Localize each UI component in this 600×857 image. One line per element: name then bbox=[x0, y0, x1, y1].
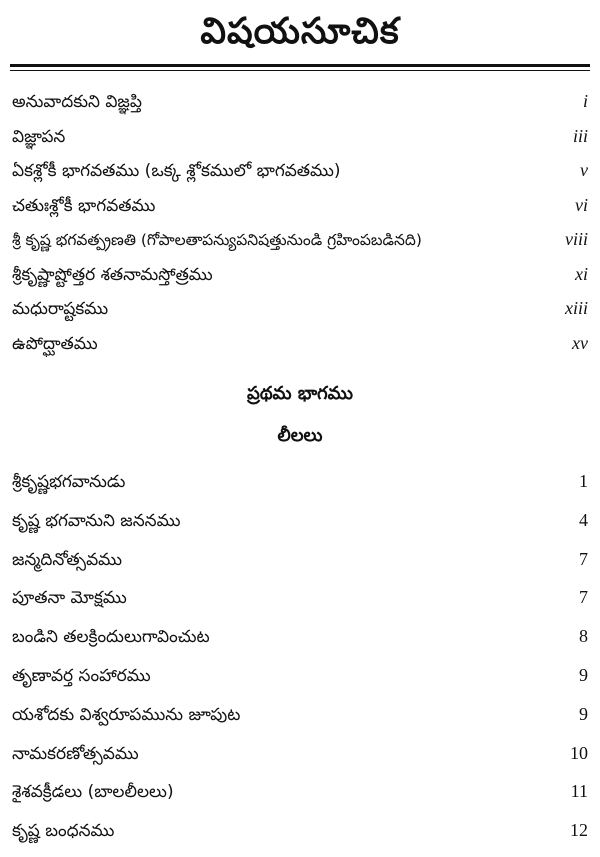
toc-entry bbox=[12, 462, 588, 501]
entry-label: శైశవక్రీడలు (బాలలీలలు) bbox=[12, 782, 174, 803]
entry-page-number: i bbox=[582, 91, 588, 111]
entry-page-number: 1 bbox=[579, 471, 588, 491]
entry-label: చతుఃశ్లోకీ భాగవతము bbox=[12, 195, 156, 216]
toc-entry bbox=[12, 617, 588, 656]
entry-label: తృణావర్త సంహారము bbox=[12, 665, 151, 686]
page-title: విషయసూచిక bbox=[200, 11, 400, 52]
toc-entry bbox=[12, 501, 588, 540]
entry-page-number: 7 bbox=[579, 548, 588, 569]
entry-label: శ్రీకృష్ణభగవానుడు bbox=[12, 472, 126, 492]
entry-label: యశోదకు విశ్వరూపమును జూపుట bbox=[12, 704, 241, 725]
part-subheading: లీలలు bbox=[277, 425, 323, 446]
entry-label: శ్రీకృష్ణాష్టోత్తర శతనామస్తోత్రము bbox=[12, 264, 213, 285]
part-heading: ప్రథమ భాగము bbox=[247, 383, 353, 404]
entry-label: అనువాదకుని విజ్ఞప్తి bbox=[12, 92, 142, 112]
entry-page-number: xv bbox=[572, 332, 588, 353]
title-rule-thick bbox=[10, 64, 590, 67]
entry-page-number: 4 bbox=[579, 509, 588, 530]
toc-entry bbox=[12, 257, 588, 292]
entry-page-number: 9 bbox=[579, 703, 588, 724]
toc-entry bbox=[12, 734, 588, 773]
toc-entry bbox=[12, 153, 588, 188]
entry-label: శ్రీ కృష్ణ భగవత్ప్రణతి (గోపాలతాపన్యుపనిషత్తునుండి గ్రహింపబడినది) bbox=[12, 231, 422, 249]
toc-entry bbox=[12, 772, 588, 811]
entry-page-number: v bbox=[580, 160, 588, 180]
toc-entry bbox=[12, 695, 588, 734]
entry-page-number: 9 bbox=[579, 664, 588, 685]
entry-page-number: 12 bbox=[570, 820, 588, 841]
entry-page-number: iii bbox=[572, 125, 588, 146]
toc-entry bbox=[12, 811, 588, 850]
entry-page-number: 11 bbox=[570, 781, 588, 802]
chapter-list bbox=[12, 462, 588, 850]
entry-page-number: 10 bbox=[570, 742, 588, 763]
entry-label: కృష్ణ బంధనము bbox=[12, 821, 115, 842]
toc-entry bbox=[12, 578, 588, 617]
entry-label: మధురాష్టకము bbox=[12, 299, 109, 319]
entry-label: పూతనా మోక్షము bbox=[12, 588, 127, 609]
entry-page-number: viii bbox=[565, 229, 588, 249]
toc-entry bbox=[12, 656, 588, 695]
toc-entry bbox=[12, 326, 588, 361]
entry-label: బండిని తలక్రిందులుగావించుట bbox=[12, 627, 210, 648]
entry-page-number: vi bbox=[575, 194, 588, 215]
toc-entry bbox=[12, 188, 588, 223]
entry-label: ఉపోద్ఘాతము bbox=[12, 333, 98, 354]
entry-label: ఏకశ్లోకీ భాగవతము (ఒక్క శ్లోకములో భాగవతము) bbox=[12, 161, 341, 181]
toc-entry bbox=[12, 540, 588, 579]
entry-page-number: 7 bbox=[579, 587, 588, 608]
entry-page-number: xi bbox=[575, 263, 588, 284]
entry-label: నామకరణోత్సవము bbox=[12, 743, 139, 764]
front-matter-list bbox=[12, 84, 588, 360]
toc-entry bbox=[12, 84, 588, 119]
toc-entry bbox=[12, 291, 588, 326]
toc-entry bbox=[12, 222, 588, 257]
title-rule-thin bbox=[10, 70, 590, 71]
entry-label: విజ్ఞాపన bbox=[12, 126, 66, 147]
entry-label: జన్మదినోత్సవము bbox=[12, 549, 123, 570]
toc-entry bbox=[12, 119, 588, 154]
entry-page-number: xiii bbox=[565, 298, 588, 318]
entry-label: కృష్ణ భగవానుని జననము bbox=[12, 510, 181, 531]
entry-page-number: 8 bbox=[579, 626, 588, 647]
